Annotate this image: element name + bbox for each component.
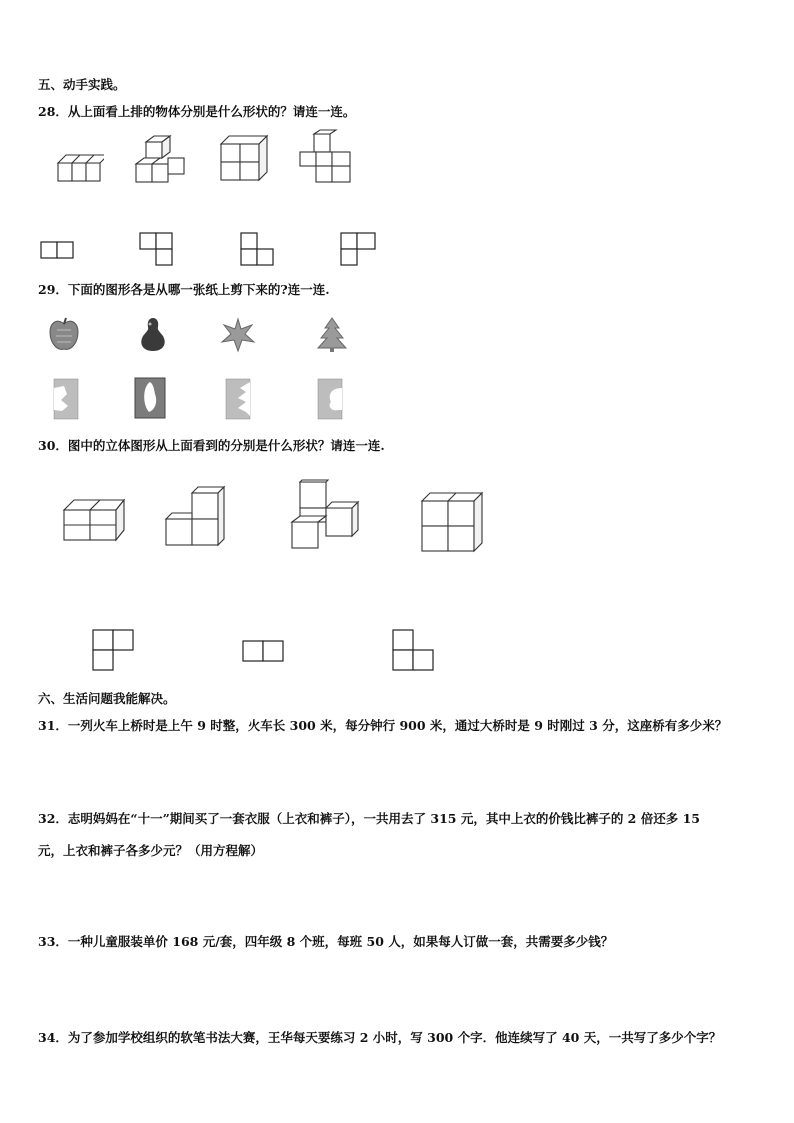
q28-top-view-2 xyxy=(139,232,177,270)
paper-3-icon xyxy=(224,378,254,420)
section-5-title: 五、动手实践。 xyxy=(38,77,126,92)
section-6-title: 六、生活问题我能解决。 xyxy=(38,691,176,706)
gourd-cutout-icon xyxy=(138,316,168,354)
paper-1-icon xyxy=(52,378,82,420)
q30-solid-3 xyxy=(290,478,362,550)
question-32-text-line-1: 32．志明妈妈在“十一”期间买了一套衣服（上衣和裤子），一共用去了 315 元，其中上衣的价钱比裤子的 2 倍还多 15 xyxy=(38,811,700,826)
q30-top-view-1 xyxy=(92,629,138,675)
question-29-text: 29．下面的图形各是从哪一张纸上剪下来的?连一连. xyxy=(38,282,330,297)
apple-cutout-icon xyxy=(48,316,80,354)
q30-top-view-3 xyxy=(392,629,438,675)
question-34-text: 34．为了参加学校组织的软笔书法大赛，王华每天要练习 2 小时，写 300 个字．他连续写了 40 天，一共写了多少个字？ xyxy=(38,1030,722,1045)
q30-top-view-2 xyxy=(242,640,288,664)
question-33-text: 33．一种儿童服装单价 168 元/套，四年级 8 个班，每班 50 人，如果每人订做一套，共需要多少钱？ xyxy=(38,934,614,949)
q30-solid-4 xyxy=(420,491,484,553)
question-32-text-line-2: 元，上衣和裤子各多少元？（用方程解） xyxy=(38,843,264,858)
q28-top-view-3 xyxy=(240,232,278,270)
question-31-text: 31．一列火车上桥时是上午 9 时整，火车长 300 米，每分钟行 900 米，通过大桥时是 9 时刚过 3 分，这座桥有多少米？ xyxy=(38,718,728,733)
q30-solid-1 xyxy=(62,496,128,544)
q28-solid-1 xyxy=(54,145,104,185)
q28-solid-3 xyxy=(218,133,270,185)
q30-solid-2 xyxy=(164,483,228,547)
tree-cutout-icon xyxy=(314,316,350,354)
q28-solid-4 xyxy=(298,128,356,186)
flower-cutout-icon xyxy=(218,316,258,354)
paper-2-icon xyxy=(133,376,169,420)
question-28-text: 28．从上面看上排的物体分别是什么形状的？请连一连。 xyxy=(38,104,356,119)
paper-4-icon xyxy=(316,378,346,420)
question-30-text: 30．图中的立体图形从上面看到的分别是什么形状？请连一连. xyxy=(38,438,385,453)
q28-solid-2 xyxy=(133,133,188,187)
q28-top-view-1 xyxy=(40,240,76,262)
q28-top-view-4 xyxy=(340,232,380,270)
